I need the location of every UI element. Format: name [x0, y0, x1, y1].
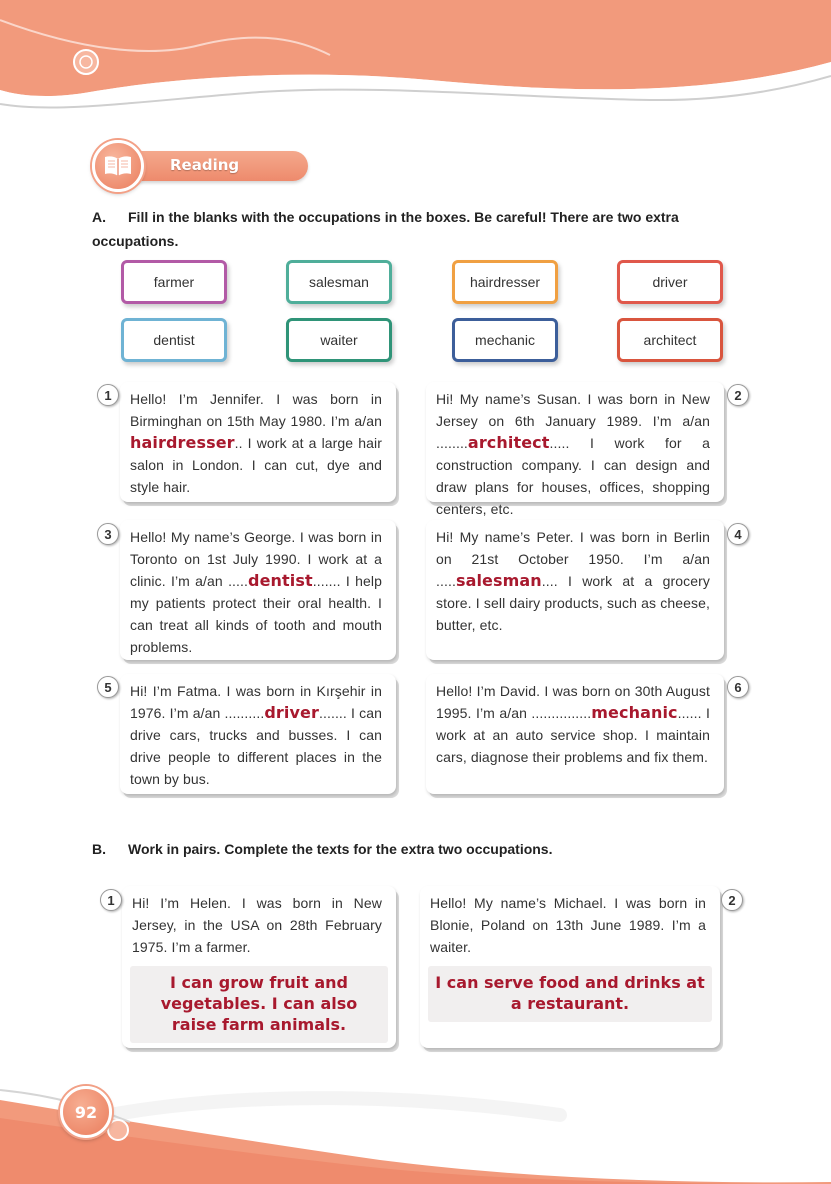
text-after: .... I work at a grocery store. I sell dairy products, such as cheese, butter, etc.	[436, 573, 710, 633]
text-before: Hello! I’m David. I was born on 30th August 1995. I’m a/an ...............	[436, 683, 710, 721]
text-before: Hi! My name’s Susan. I was born in New Jersey on 6th January 1989. I’m a/an ........	[436, 391, 710, 451]
text-card-6	[426, 674, 724, 794]
text-after: ....... I can drive cars, trucks and busses. I can drive people to different places in the town by bus.	[130, 705, 382, 787]
text-card-2	[426, 382, 724, 517]
text-before: Hi! I’m Fatma. I was born in Kırşehir in 1976. I’m a/an ..........	[130, 683, 382, 721]
page-number: 92	[60, 1086, 112, 1138]
text-before: Hi! My name’s Peter. I was born in Berlin on 21st October 1950. I’m a/an .....	[436, 529, 710, 589]
text-number-badge: 2	[727, 384, 749, 406]
word-box-dentist: dentist	[121, 318, 227, 362]
header-wave-decoration	[0, 0, 831, 125]
exercise-a-instruction	[92, 205, 758, 253]
text-card-5	[120, 674, 396, 794]
extra-text-card-1	[122, 886, 396, 1048]
filled-answer: dentist	[248, 571, 313, 590]
text-number-badge: 3	[97, 523, 119, 545]
exercise-b-letter: B.	[92, 841, 106, 857]
exercise-a-letter: A.	[92, 209, 106, 225]
filled-answer: salesman	[455, 571, 542, 590]
exercise-b-instruction	[92, 837, 758, 861]
text-after: ...... I work at an auto service shop. I maintain cars, diagnose their problems and fix them.	[436, 705, 710, 765]
text-card-2-body	[436, 388, 710, 520]
text-after: .. I work at a large hair salon in London. I can cut, dye and style hair.	[130, 435, 382, 495]
text-number-badge: 1	[97, 384, 119, 406]
footer-wave-decoration	[0, 1060, 831, 1184]
text-card-1	[120, 382, 396, 502]
text-number-badge: 5	[97, 676, 119, 698]
filled-answer: mechanic	[591, 703, 678, 722]
section-title: Reading	[170, 156, 240, 174]
extra-text-card-2	[420, 886, 720, 1048]
text-card-4	[426, 520, 724, 660]
text-after: ..... I work for a construction company. I can design and draw plans for houses, offices, shopping centers, etc.	[436, 435, 710, 517]
word-box-mechanic: mechanic	[452, 318, 558, 362]
word-box-driver: driver	[617, 260, 723, 304]
filled-answer: driver	[264, 703, 319, 722]
exercise-a-instruction-text: Fill in the blanks with the occupations in the boxes. Be careful! There are two extra occupations.	[92, 209, 679, 249]
extra-text-2-answer: I can serve food and drinks at a restaurant.	[428, 966, 712, 1022]
text-card-3-body	[130, 526, 382, 658]
extra-text-2-body: Hello! My name’s Michael. I was born in Blonie, Poland on 13th June 1989. I’m a waiter.	[430, 895, 706, 955]
word-box-hairdresser: hairdresser	[452, 260, 558, 304]
word-box-architect: architect	[617, 318, 723, 362]
text-card-1-body	[130, 388, 382, 498]
text-card-3	[120, 520, 396, 660]
filled-answer: architect	[467, 433, 550, 452]
open-book-icon	[92, 140, 144, 192]
text-card-6-body	[436, 680, 710, 768]
text-before: Hello! I’m Jennifer. I was born in Birminghan on 15th May 1980. I’m a/an	[130, 391, 382, 429]
word-box-farmer: farmer	[121, 260, 227, 304]
exercise-b-instruction-text: Work in pairs. Complete the texts for the extra two occupations.	[128, 841, 553, 857]
text-number-badge: 4	[727, 523, 749, 545]
filled-answer: hairdresser	[130, 433, 235, 452]
text-before: Hello! My name’s George. I was born in Toronto on 1st July 1990. I work at a clinic. I’m a/an .....	[130, 529, 382, 589]
word-box-salesman: salesman	[286, 260, 392, 304]
word-box-waiter: waiter	[286, 318, 392, 362]
section-badge	[92, 140, 308, 192]
text-after: ....... I help my patients protect their oral health. I can treat all kinds of tooth and mouth problems.	[130, 573, 383, 655]
text-number-badge: 2	[721, 889, 743, 911]
extra-text-1-answer: I can grow fruit and vegetables. I can also raise farm animals.	[130, 966, 388, 1043]
extra-text-1-body: Hi! I’m Helen. I was born in New Jersey, in the USA on 28th February 1975. I’m a farmer.	[132, 895, 382, 955]
text-number-badge: 6	[727, 676, 749, 698]
text-card-4-body	[436, 526, 710, 636]
text-number-badge: 1	[100, 889, 122, 911]
text-card-5-body	[130, 680, 382, 790]
